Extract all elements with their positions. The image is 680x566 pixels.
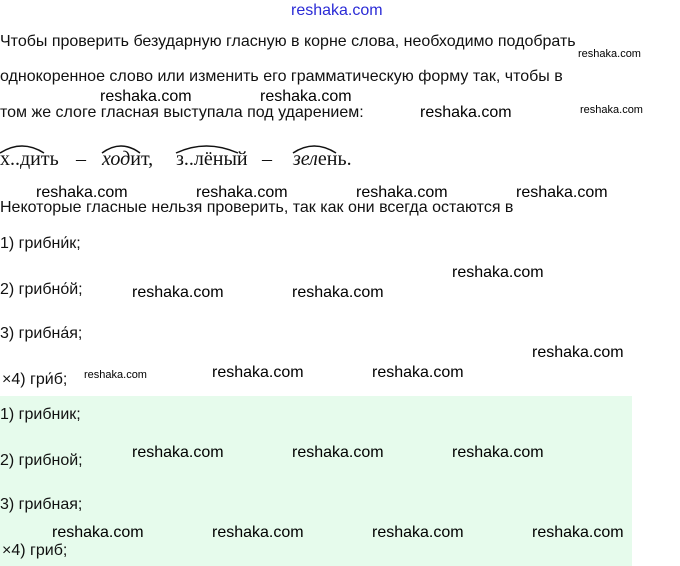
site-link[interactable]: reshaka.com bbox=[291, 2, 383, 19]
watermark: reshaka.com bbox=[212, 364, 304, 381]
option-3[interactable]: 3) грибна́я; bbox=[0, 325, 83, 342]
watermark: reshaka.com bbox=[260, 88, 352, 105]
answer-option-4-label: 4) гриб; bbox=[11, 542, 68, 559]
example-word-1: х..дить bbox=[0, 148, 59, 170]
watermark: reshaka.com bbox=[36, 184, 128, 201]
watermark: reshaka.com bbox=[292, 444, 384, 461]
watermark: reshaka.com bbox=[516, 184, 608, 201]
watermark: reshaka.com bbox=[212, 524, 304, 541]
watermark: reshaka.com bbox=[84, 369, 147, 381]
watermark: reshaka.com bbox=[532, 344, 624, 361]
answer-mark: × bbox=[2, 371, 12, 388]
option-1[interactable]: 1) грибни́к; bbox=[0, 235, 81, 252]
answer-option-1: 1) грибник; bbox=[0, 406, 81, 423]
watermark: reshaka.com bbox=[292, 284, 384, 301]
example-word-2 bbox=[102, 148, 153, 171]
watermark: reshaka.com bbox=[356, 184, 448, 201]
watermark: reshaka.com bbox=[196, 184, 288, 201]
answer-option-2: 2) грибной; bbox=[0, 452, 83, 469]
example-word-4-rest: ень. bbox=[317, 148, 352, 170]
option-4[interactable] bbox=[2, 370, 67, 390]
watermark: reshaka.com bbox=[452, 444, 544, 461]
watermark: reshaka.com bbox=[52, 524, 144, 541]
watermark: reshaka.com bbox=[132, 444, 224, 461]
example-dash-1: – bbox=[76, 148, 86, 170]
watermark: reshaka.com bbox=[578, 48, 641, 60]
watermark: reshaka.com bbox=[532, 524, 624, 541]
watermark: reshaka.com bbox=[132, 284, 224, 301]
note-text: Некоторые гласные нельзя проверить, так как они всегда остаются в bbox=[0, 199, 514, 216]
example-word-2-root: ход bbox=[102, 148, 131, 170]
paragraph-line-2: однокоренное слово или изменить его грамматическую форму так, чтобы в bbox=[0, 68, 563, 85]
watermark: reshaka.com bbox=[372, 524, 464, 541]
example-word-4-root: зел bbox=[293, 148, 318, 170]
paragraph-line-3: том же слоге гласная выступала под ударением: bbox=[0, 104, 364, 121]
option-4-label: 4) гри́б; bbox=[11, 371, 68, 388]
example-dash-2: – bbox=[262, 148, 272, 170]
option-2[interactable]: 2) грибно́й; bbox=[0, 281, 83, 298]
watermark: reshaka.com bbox=[372, 364, 464, 381]
answer-option-3: 3) грибная; bbox=[0, 496, 83, 513]
watermark: reshaka.com bbox=[100, 88, 192, 105]
answer-option-4-mark: × bbox=[2, 542, 12, 559]
example-word-4 bbox=[293, 148, 352, 171]
example-word-2-rest: ит, bbox=[130, 148, 154, 170]
answer-option-4 bbox=[2, 541, 67, 561]
watermark: reshaka.com bbox=[420, 104, 512, 121]
paragraph-line-1: Чтобы проверить безударную гласную в корне слова, необходимо подобрать bbox=[0, 33, 576, 50]
example-word-3: з..лёный bbox=[176, 148, 248, 170]
watermark: reshaka.com bbox=[452, 264, 544, 281]
watermark: reshaka.com bbox=[580, 104, 643, 116]
